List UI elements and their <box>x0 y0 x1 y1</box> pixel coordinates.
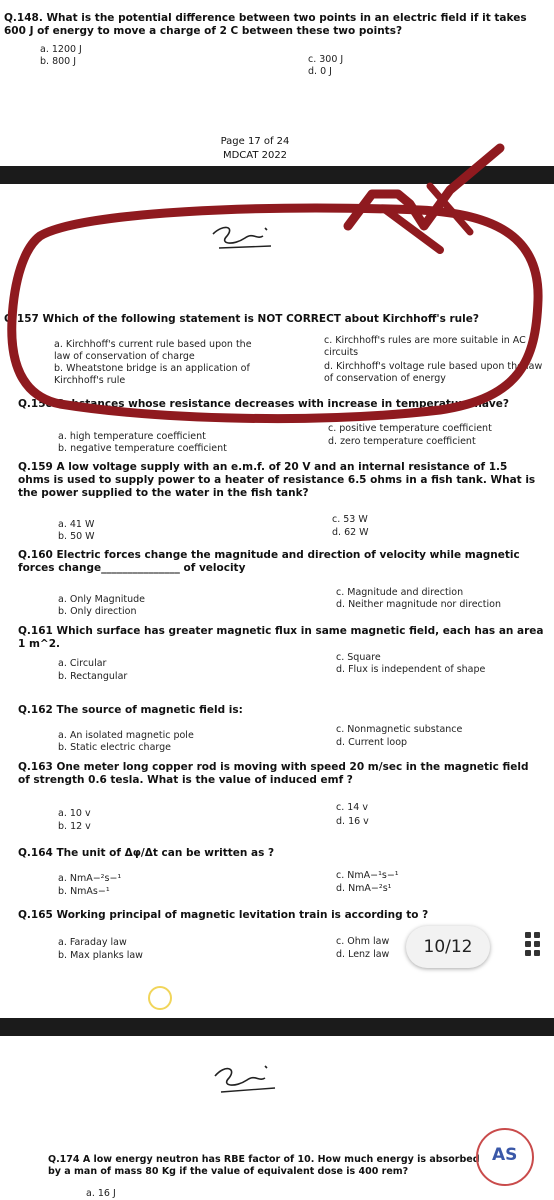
option-a: a. high temperature coefficient <box>58 431 206 442</box>
option-c: c. 53 W <box>332 514 368 525</box>
logo-text: AS <box>492 1145 518 1165</box>
option-c: c. Nonmagnetic substance <box>336 724 463 735</box>
exam-label: MDCAT 2022 <box>222 150 288 161</box>
option-a: a. 10 v <box>58 808 91 819</box>
question-162: Q.162 The source of magnetic field is: <box>18 704 243 716</box>
option-b: b. Only direction <box>58 606 137 617</box>
question-157: Q.157 Which of the following statement is NOT CORRECT about Kirchhoff's rule? <box>4 313 479 325</box>
page-main <box>0 184 554 1020</box>
option-b: b. 50 W <box>58 531 95 542</box>
option-d: d. Flux is independent of shape <box>336 664 486 675</box>
option-a: a. Faraday law <box>58 937 127 948</box>
question-164: Q.164 The unit of Δφ/Δt can be written as ? <box>18 847 275 859</box>
question-148: Q.148. What is the potential difference between two points in an electric field if it takes 600 J of energy to move a charge of 2 C between these two points? <box>4 12 527 37</box>
option-b: b. Max planks law <box>58 950 143 961</box>
option-c: c. NmA−¹s−¹ <box>336 870 399 881</box>
option-b: b. Rectangular <box>58 671 128 682</box>
option-d: d. 16 v <box>336 816 369 827</box>
option-a: a. 16 J <box>86 1188 116 1199</box>
question-165: Q.165 Working principal of magnetic levitation train is according to ? <box>18 909 429 921</box>
option-b: b. negative temperature coefficient <box>58 443 227 454</box>
option-b: b. NmAs−¹ <box>58 886 110 897</box>
option-d: d. 0 J <box>308 66 332 77</box>
option-d: d. Kirchhoff's voltage rule based upon the law of conservation of energy <box>324 361 543 384</box>
touch-indicator-icon <box>148 986 172 1010</box>
option-a: a. Only Magnitude <box>58 594 145 605</box>
signature-icon <box>205 214 285 254</box>
option-c: c. Magnitude and direction <box>336 587 464 598</box>
question-163: Q.163 One meter long copper rod is moving with speed 20 m/sec in the magnetic field of strength 0.6 tesla. What is the value of induced emf ? <box>18 761 529 786</box>
option-d: d. 62 W <box>332 527 369 538</box>
question-160: Q.160 Electric forces change the magnitude and direction of velocity while magnetic forces change_______________ of velocity <box>18 549 520 574</box>
option-b: b. Static electric charge <box>58 742 171 753</box>
option-a: a. 41 W <box>58 519 95 530</box>
option-c: c. 14 v <box>336 802 368 813</box>
option-a: a. Circular <box>58 658 107 669</box>
question-159: Q.159 A low voltage supply with an e.m.f. of 20 V and an internal resistance of 1.5 ohms is used to supply power to a heater of resistance 6.5 ohms in a fish tank. What is the power supplied to the water in the fish tank? <box>18 461 536 499</box>
option-a: a. Kirchhoff's current rule based upon the law of conservation of charge <box>54 339 252 362</box>
option-a: a. 1200 J <box>40 44 82 55</box>
option-a: a. NmA−²s−¹ <box>58 873 122 884</box>
question-174: Q.174 A low energy neutron has RBE factor of 10. How much energy is absorbed by a man of mass 80 Kg if the value of equivalent dose is 400 rem? <box>48 1154 480 1177</box>
option-b: b. 800 J <box>40 56 77 67</box>
grid-view-icon[interactable] <box>525 932 545 962</box>
option-c: c. positive temperature coefficient <box>328 423 492 434</box>
option-c: c. Ohm law <box>336 936 390 947</box>
question-161: Q.161 Which surface has greater magnetic flux in same magnetic field, each has an area 1 m^2. <box>18 625 544 650</box>
question-158: Q.158 Substances whose resistance decreases with increase in temperature have? <box>18 398 509 410</box>
option-b: b. Wheatstone bridge is an application of Kirchhoff's rule <box>54 363 250 386</box>
page-indicator-label: 10/12 <box>423 937 473 957</box>
option-b: b. 12 v <box>58 821 91 832</box>
page-fragment-top <box>0 0 554 172</box>
option-d: d. Current loop <box>336 737 408 748</box>
option-d: d. NmA−²s¹ <box>336 883 392 894</box>
page-fragment-bottom <box>0 1036 554 1200</box>
option-c: c. 300 J <box>308 54 344 65</box>
option-c: c. Kirchhoff's rules are more suitable in AC circuits <box>324 335 526 358</box>
page-separator <box>0 166 554 186</box>
option-d: d. zero temperature coefficient <box>328 436 476 447</box>
signature-icon <box>205 1054 285 1098</box>
option-d: d. Lenz law <box>336 949 390 960</box>
page-indicator-pill[interactable] <box>406 926 490 968</box>
page-separator <box>0 1018 554 1036</box>
option-d: d. Neither magnitude nor direction <box>336 599 501 610</box>
page-number-label: Page 17 of 24 <box>220 136 290 147</box>
logo-stamp <box>476 1128 534 1186</box>
option-c: c. Square <box>336 652 381 663</box>
option-a: a. An isolated magnetic pole <box>58 730 194 741</box>
